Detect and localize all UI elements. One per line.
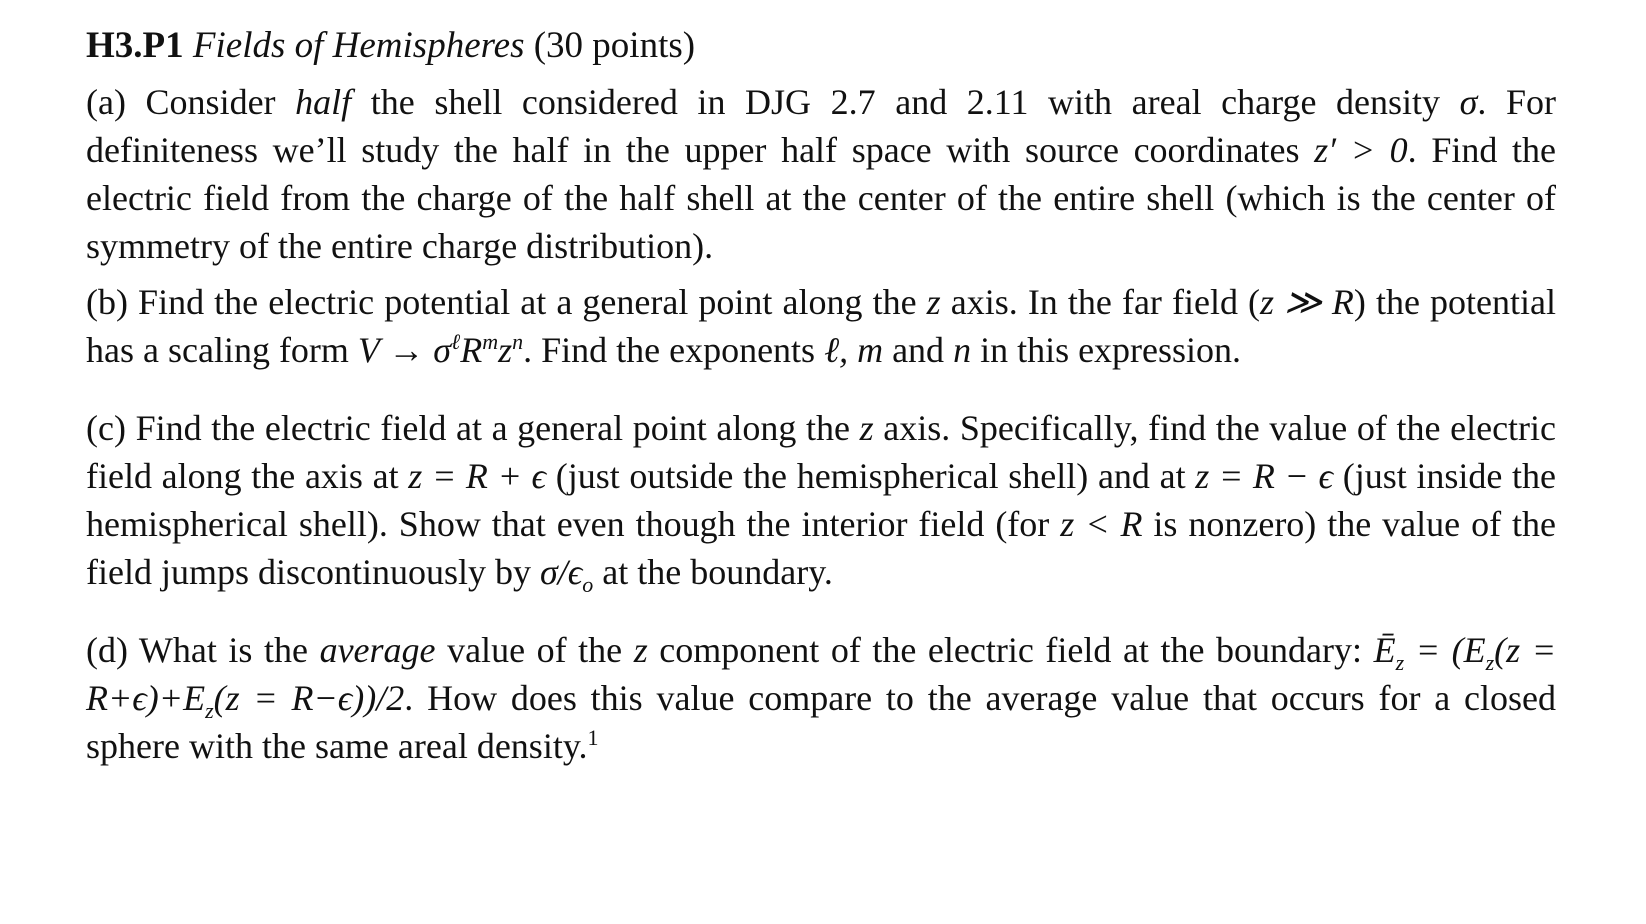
part-d-text-3: component of the electric field at the boundary: bbox=[647, 630, 1374, 670]
part-b-text-4: . Find the exponents bbox=[523, 330, 825, 370]
part-d bbox=[86, 626, 1556, 770]
problem-id: H3.P1 bbox=[86, 25, 184, 66]
avg-subscript: z bbox=[1395, 650, 1405, 676]
part-b-text-2: axis. In the far field ( bbox=[940, 282, 1261, 322]
jump-subscript: o bbox=[582, 572, 594, 598]
part-c-text-1: (c) Find the electric field at a general point along the bbox=[86, 408, 860, 448]
part-b-z: z bbox=[926, 282, 941, 322]
part-a-emphasis: half bbox=[295, 82, 352, 122]
part-c-text-3: (just outside the hemispherical shell) and at bbox=[546, 456, 1196, 496]
part-c-text-4: (just inside the hemispherical shell). Show that even though the interior field (for bbox=[86, 456, 1557, 544]
problem-document bbox=[86, 22, 1556, 770]
part-b-text-3: ) the potential has a scaling form bbox=[86, 282, 1557, 370]
formula-part-2: (z = R+ϵ)+E bbox=[86, 630, 1556, 718]
part-c-text-6: at the boundary. bbox=[593, 552, 833, 592]
part-a-text-3: . For definiteness we’ll study the half in the upper half space with source coordinates bbox=[86, 82, 1556, 170]
part-d-z: z bbox=[633, 630, 648, 670]
part-d-emphasis: average bbox=[319, 630, 436, 670]
part-b bbox=[86, 278, 1556, 374]
scaling-z: z bbox=[498, 330, 513, 370]
scaling-R: R bbox=[460, 330, 483, 370]
part-a-text-1: (a) Consider bbox=[86, 82, 296, 122]
part-d-text-4: . How does this value compare to the average value that occurs for a closed sphere with the same areal density. bbox=[86, 678, 1556, 766]
footnote-marker: 1 bbox=[587, 725, 599, 750]
formula-subscript-1: z bbox=[1485, 650, 1495, 676]
avg-symbol: Ē bbox=[1373, 630, 1396, 670]
scaling-exp-l: ℓ bbox=[451, 329, 461, 354]
part-b-text-6: in this expression. bbox=[971, 330, 1242, 370]
part-d-text-1: (d) What is the bbox=[86, 630, 320, 670]
scaling-base: V → σ bbox=[357, 330, 452, 370]
problem-title bbox=[86, 22, 1556, 70]
part-c-text-5: is nonzero) the value of the field jumps discontinuously by bbox=[86, 504, 1557, 592]
scaling-exp-m: m bbox=[482, 329, 499, 354]
part-b-scaling-form bbox=[358, 330, 523, 370]
part-c-text-2: axis. Specifically, find the value of the electric field along the axis at bbox=[86, 408, 1557, 496]
part-a-text-4: . Find the electric field from the charge of the half shell at the center of the entire shell (which is the center of symmetry of the entire charge distribution). bbox=[86, 130, 1556, 266]
scaling-exp-n: n bbox=[512, 329, 524, 354]
part-b-exponents: ℓ, m bbox=[824, 330, 884, 370]
formula-part-1: = (E bbox=[1404, 630, 1486, 670]
part-b-n: n bbox=[953, 330, 972, 370]
part-b-text-5: and bbox=[883, 330, 954, 370]
part-a-text-2: the shell considered in DJG 2.7 and 2.11 with areal charge density bbox=[351, 82, 1460, 122]
formula-subscript-2: z bbox=[205, 698, 214, 724]
part-c-interior: z < R bbox=[1060, 504, 1143, 544]
part-a-sigma: σ bbox=[1459, 82, 1478, 122]
part-a-zprime: z′ > 0 bbox=[1314, 130, 1408, 170]
formula-part-3: (z = R−ϵ))/2 bbox=[213, 678, 405, 718]
part-c-outside: z = R + ϵ bbox=[408, 456, 547, 496]
part-a bbox=[86, 78, 1556, 270]
part-d-text-2: value of the bbox=[435, 630, 634, 670]
jump-value: σ/ϵ bbox=[540, 552, 583, 592]
problem-name: Fields of Hemispheres bbox=[192, 25, 525, 66]
part-c bbox=[86, 404, 1556, 596]
part-b-text-1: (b) Find the electric potential at a general point along the bbox=[86, 282, 927, 322]
part-b-condition: z ≫ R bbox=[1260, 282, 1354, 322]
part-c-z: z bbox=[859, 408, 874, 448]
part-c-inside: z = R − ϵ bbox=[1195, 456, 1334, 496]
part-c-jump bbox=[540, 552, 594, 598]
problem-points: (30 points) bbox=[533, 25, 696, 66]
